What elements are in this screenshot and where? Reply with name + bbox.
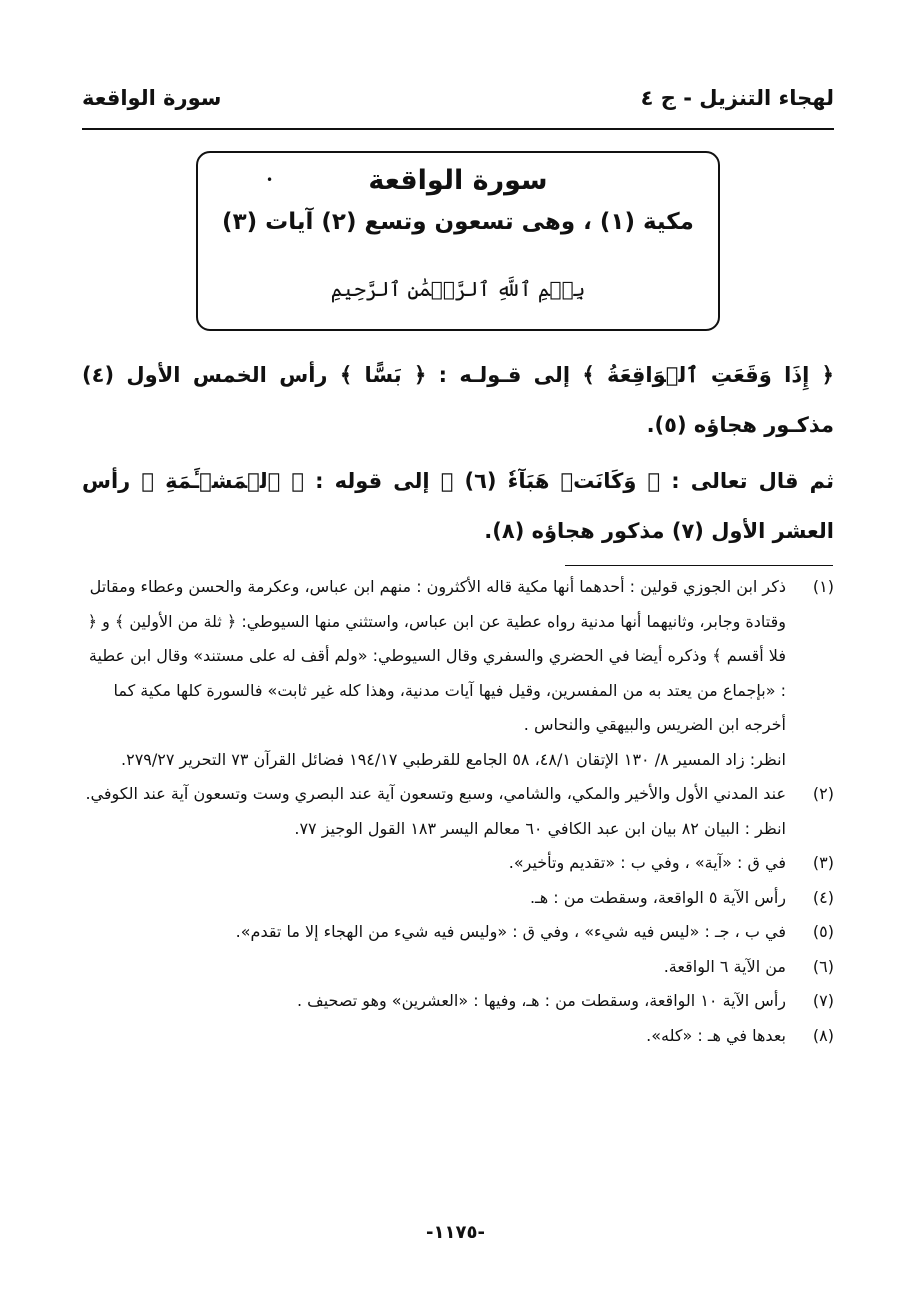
main-text	[82, 350, 834, 556]
footnote-3	[82, 846, 834, 881]
page-header	[82, 86, 834, 118]
footnote-text: بعدها في هـ : «كله».	[646, 1025, 786, 1045]
surah-name: سورة الواقعة	[368, 165, 548, 196]
footnote-text: في ق : «آية» ، وفي ب : «تقديم وتأخير».	[508, 853, 786, 872]
book-title: لهجاء التنزيل - ج ٤	[640, 86, 834, 110]
footnote-text: عند المدني الأول والأخير والمكي، والشامي، وسبع وتسعون آية عند البصري وست وتسعون آية عند الكوفي.	[85, 784, 786, 803]
footnotes	[82, 570, 834, 1053]
footnote-source: انظر: زاد المسير ٨/ ١٣٠ الإتقان ٤٨/١، ٥٨ الجامع للقرطبي ١٩٤/١٧ فضائل القرآن ٧٣ التحرير ٢٧٩/٢٧.	[121, 749, 786, 769]
footnote-text: رأس الآية ٥ الواقعة، وسقطت من : هـ.	[529, 887, 786, 907]
footnote-text: رأس الآية ١٠ الواقعة، وسقطت من : هـ، وفيها : «العشرين» وهو تصحيف .	[296, 991, 786, 1010]
footnote-number: (٤)	[812, 887, 834, 907]
header-rule	[82, 128, 834, 130]
footnote-text: من الآية ٦ الواقعة.	[663, 956, 786, 976]
footnote-number: (٥)	[812, 922, 834, 941]
footnote-number: (٦)	[812, 956, 834, 976]
footnote-number: (٧)	[812, 991, 834, 1010]
footnote-text: في ب ، جـ : «ليس فيه شيء» ، وفي ق : «وليس فيه شيء من الهجاء إلا ما تقدم».	[235, 922, 786, 941]
paragraph-1: ﴿ إِذَا وَقَعَتِ ٱلۡوَاقِعَةُ ﴾ إلى قـولـه : ﴿ بَسًّا ﴾ رأس الخمس الأول (٤) مذكـور هجاؤه (٥).	[82, 363, 834, 437]
ornament-dot: •	[266, 173, 274, 187]
footnote-8	[82, 1019, 834, 1054]
footnote-source: انظر : البيان ٨٢ بيان ابن عبد الكافي ٦٠ معالم اليسر ١٨٣ القول الوجيز ٧٧.	[294, 818, 786, 838]
footnote-6	[82, 950, 834, 985]
footnote-number: (٣)	[812, 853, 834, 872]
footnote-1	[82, 570, 834, 777]
footnote-number: (١)	[812, 577, 834, 596]
surah-title-box	[196, 151, 720, 331]
footnote-2	[82, 777, 834, 846]
surah-running-title: سورة الواقعة	[82, 86, 222, 110]
basmala: بِسۡمِ ٱللَّهِ ٱلرَّحۡمَٰنِ ٱلرَّحِيمِ	[330, 277, 586, 301]
footnote-number: (٢)	[812, 784, 834, 803]
footnote-text: ذكر ابن الجوزي قولين : أحدهما أنها مكية قاله الأكثرون : منهم ابن عباس، وعكرمة والحسن وعطاء ومقاتل وقتادة وجابر، وثانيهما أنها مدنية رواه عطية عن ابن عباس، واستثني منها السيوطي: ﴿ ثلة من الأولين ﴾ و ﴿ فلا أقسم ﴾ وذكره أيضا في الحضري والسفري وقال السيوطي: «ولم أقف له على مستند» وقال ابن عطية : «بإجماع من يعتد به من المفسرين، وقيل فيها آيات مدنية، وهذا كله غير ثابت» فالسورة كلها مكية كما أخرجه ابن الضريس والبيهقي والنحاس .	[87, 577, 786, 734]
page-number: -١١٧٥-	[426, 1222, 485, 1243]
paragraph-2: ثم قال تعالى : ﴿ وَكَانَتۡ هَبَآءٗ (٦) ﴾ إلى قوله : ﴿ ٱلۡمَشۡـَٔمَةِ ﴾ رأس العشر الأول (٧) مذكور هجاؤه (٨).	[82, 469, 834, 543]
footnote-separator	[565, 565, 833, 566]
footnote-7	[82, 984, 834, 1019]
footnote-4	[82, 881, 834, 916]
footnote-number: (٨)	[812, 1025, 834, 1045]
surah-subtitle: مكية (١) ، وهى تسعون وتسع (٢) آيات (٣)	[222, 209, 694, 235]
footnote-5	[82, 915, 834, 950]
